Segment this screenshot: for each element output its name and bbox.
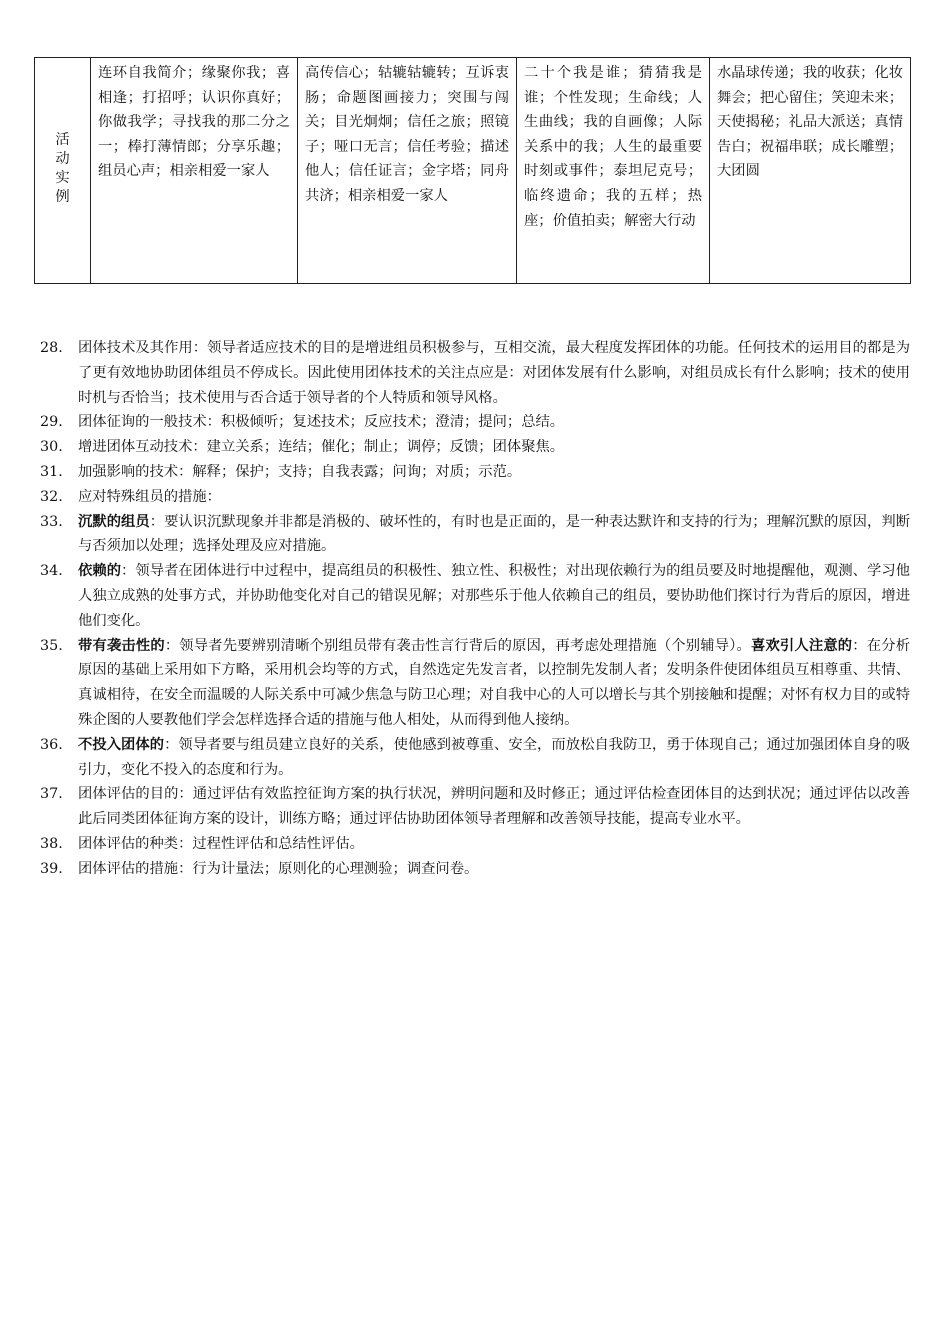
item-number: 30.	[40, 439, 63, 456]
item-text: 团体征询的一般技术：积极倾听；复述技术；反应技术；澄清；提问；总结。	[78, 414, 565, 431]
item-text: 增进团体互动技术：建立关系；连结；催化；制止；调停；反馈；团体聚焦。	[78, 439, 565, 456]
table-cell-stage-2: 高传信心；轱辘轱辘转；互诉衷肠；命题图画接力；突围与闯关；目光炯炯；信任之旅；照镜子；哑口无言；信任考验；描述他人；信任证言；金字塔；同舟共济；相亲相爱一家人	[298, 58, 517, 284]
activity-examples-table	[34, 57, 911, 284]
item-text: 团体评估的目的：通过评估有效监控征询方案的执行状况，辨明问题和及时修正；通过评估检查团体目的达到状况；通过评估以改善此后同类团体征询方案的设计，训练方略；通过评估协助团体领导者理解和改善领导技能，提高专业水平。	[78, 786, 910, 828]
item-heading: 不投入团体的	[78, 736, 165, 753]
item-number: 32.	[40, 488, 63, 505]
item-text: 团体评估的种类：过程性评估和总结性评估。	[78, 835, 364, 852]
item-text: 加强影响的技术：解释；保护；支持；自我表露；问询；对质；示范。	[78, 463, 522, 480]
item-number: 39.	[40, 860, 63, 877]
item-number: 29.	[40, 414, 63, 431]
item-number: 28.	[40, 340, 63, 356]
item-number: 35.	[40, 637, 63, 654]
item-number: 38.	[40, 835, 63, 852]
row-header-label: 活动实例	[55, 132, 70, 206]
numbered-item-list	[40, 336, 910, 882]
item-text: ：领导者在团体进行中过程中，提高组员的积极性、独立性、积极性；对出现依赖行为的组员要及时地提醒他，观测、学习他人独立成熟的处事方式，并协助他变化对自己的错误见解；对那些乐于他人依赖自己的组员，要协助他们探讨行为背后的原因，增进他们变化。	[78, 563, 911, 629]
table-cell-stage-1: 连环自我简介；缘聚你我；喜相逢；打招呼；认识你真好；你做我学；寻找我的那二分之一；棒打薄情郎；分享乐趣；组员心声；相亲相爱一家人	[91, 58, 298, 284]
item-text: 应对特殊组员的措施：	[78, 488, 221, 505]
list-item	[40, 435, 910, 460]
item-text: 团体评估的措施：行为计量法；原则化的心理测验；调查问卷。	[78, 860, 479, 877]
table-cell-stage-3: 二十个我是谁；猜猜我是谁；个性发现；生命线；人生曲线；我的自画像；人际关系中的我；人生的最重要时刻或事件；泰坦尼克号；临终遗命；我的五样；热座；价值拍卖；解密大行动	[517, 58, 710, 284]
item-heading: 依赖的	[78, 563, 122, 580]
item-number: 33.	[40, 513, 63, 530]
item-text: ：在分析原因的基础上采用如下方略，采用机会均等的方式，自然选定先发言者，以控制先发制人者；发明条件使团体组员互相尊重、共情、真诚相待，在安全而温暖的人际关系中可减少焦急与防卫心理；对自我中心的人可以增长与其个别接触和提醒；对怀有权力目的或特殊企图的人要教他们学会怎样选择合适的措施与他人相处，从而得到他人接纳。	[78, 637, 910, 728]
list-item	[40, 410, 910, 435]
list-item	[40, 510, 910, 560]
list-item	[40, 782, 910, 832]
item-number: 36.	[40, 736, 63, 753]
list-item	[40, 634, 910, 733]
list-item	[40, 460, 910, 485]
item-text: ：要认识沉默现象并非都是消极的、破坏性的，有时也是正面的，是一种表达默许和支持的行为；理解沉默的原因，判断与否须加以处理；选择处理及应对措施。	[78, 513, 911, 555]
item-text: ：领导者要与组员建立良好的关系，使他感到被尊重、安全，而放松自我防卫，勇于体现自己；通过加强团体自身的吸引力，变化不投入的态度和行为。	[78, 736, 910, 778]
row-header-cell	[35, 58, 91, 284]
item-heading: 沉默的组员	[78, 513, 150, 530]
list-item	[40, 832, 910, 857]
list-item	[40, 485, 910, 510]
item-number: 31.	[40, 463, 63, 480]
table-row	[35, 58, 911, 284]
list-item	[40, 336, 910, 410]
item-text: 团体技术及其作用：领导者适应技术的目的是增进组员积极参与，互相交流，最大程度发挥团体的功能。任何技术的运用目的都是为了更有效地协助团体组员不停成长。因此使用团体技术的关注点应是：对团体发展有什么影响，对组员成长有什么影响；技术的使用时机与否恰当；技术使用与否合适于领导者的个人特质和领导风格。	[78, 340, 910, 406]
item-heading: 带有袭击性的	[78, 637, 165, 654]
table-cell-stage-4: 水晶球传递；我的收获；化妆舞会；把心留住；笑迎未来；天使揭秘；礼品大派送；真情告白；祝福串联；成长雕塑；大团圆	[710, 58, 911, 284]
item-number: 34.	[40, 563, 63, 580]
list-item	[40, 857, 910, 882]
item-heading: 喜欢引人注意的	[750, 637, 853, 654]
item-text: ：领导者先要辨别清晰个别组员带有袭击性言行背后的原因，再考虑处理措施（个别辅导）。	[164, 637, 751, 654]
item-number: 37.	[40, 786, 63, 803]
list-item	[40, 559, 910, 633]
list-item	[40, 733, 910, 783]
